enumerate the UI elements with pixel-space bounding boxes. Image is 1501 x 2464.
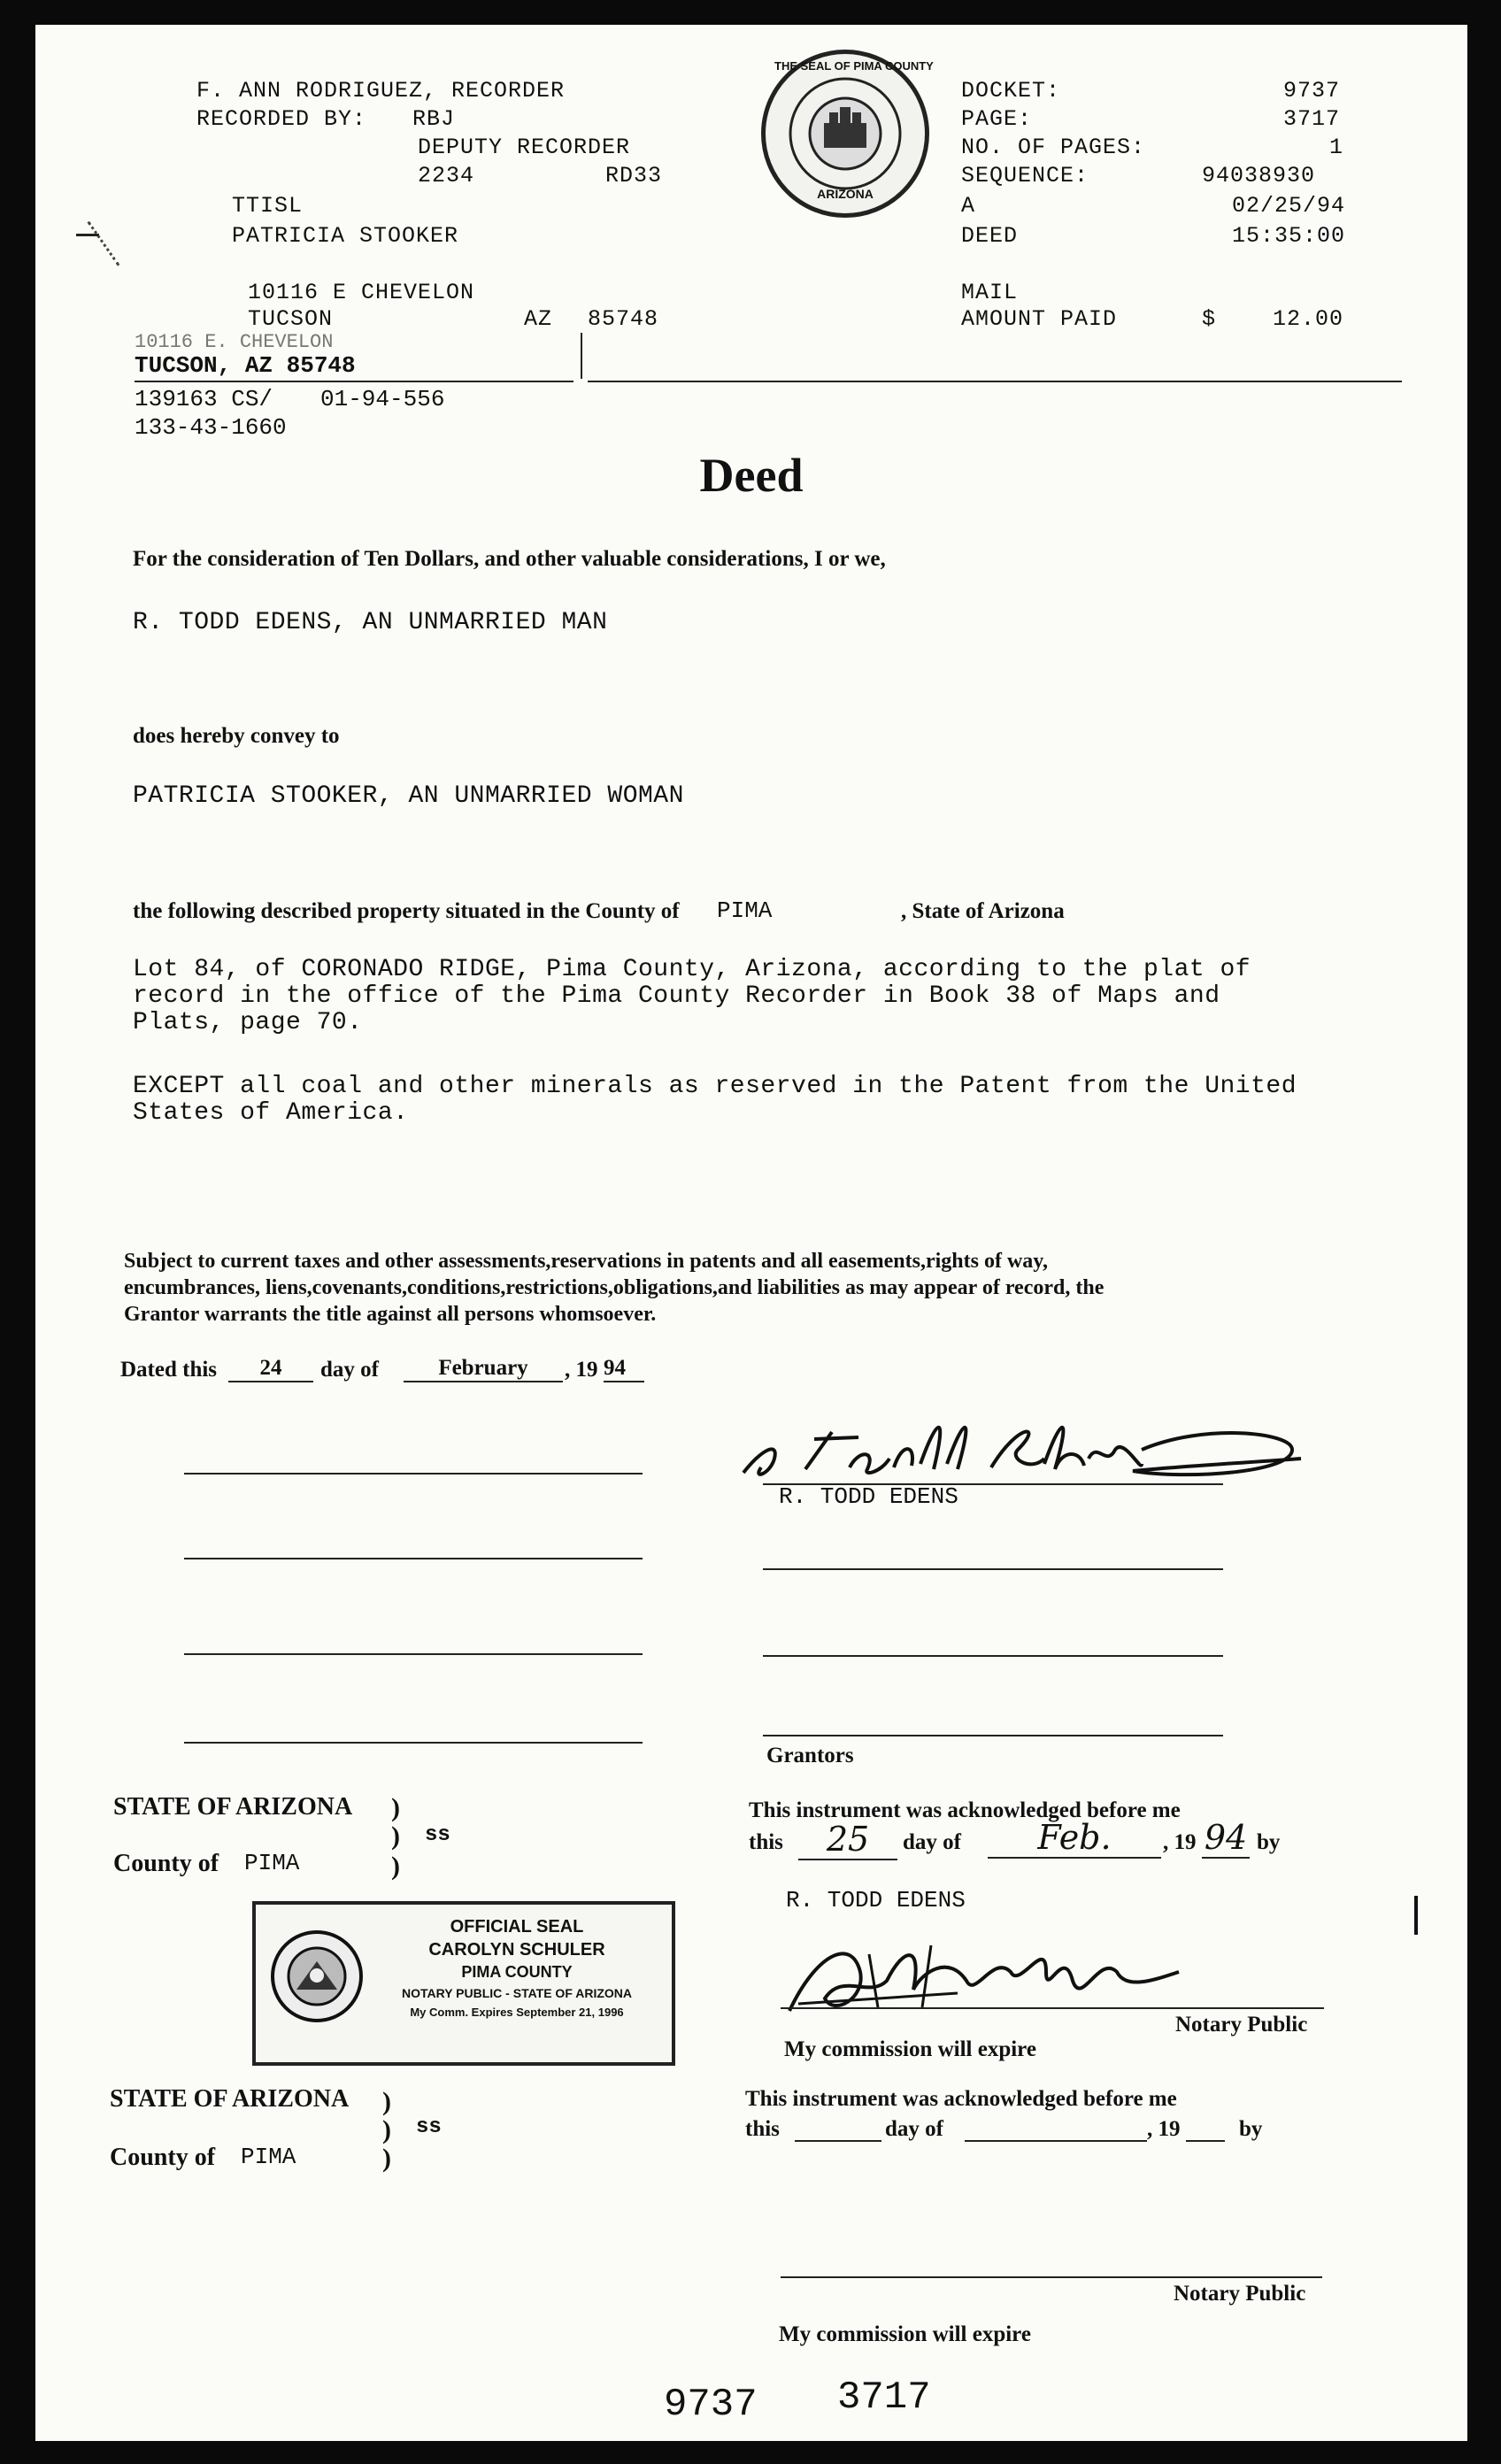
mail-to-name: PATRICIA STOOKER — [232, 223, 459, 249]
notary1-commission: My commission will expire — [784, 2037, 1036, 2061]
mail-to-zip: 85748 — [588, 306, 659, 332]
notary2-this: this — [745, 2117, 780, 2141]
dated-year: 94 — [604, 1356, 644, 1382]
notary2-year-prefix: , 19 — [1147, 2117, 1181, 2141]
grantor-line-3 — [763, 1655, 1223, 1657]
exception-line-1: EXCEPT all coal and other minerals as reserved in the Patent from the United — [133, 1073, 1297, 1100]
amount-currency: $ — [1202, 306, 1217, 332]
witness-line-1 — [184, 1473, 643, 1475]
stamp-line-1: OFFICIAL SEAL — [450, 1917, 584, 1937]
notary2-month-blank — [965, 2117, 1147, 2142]
grantor-signature — [726, 1388, 1310, 1494]
notary1-bracket-2: ) — [391, 1821, 400, 1851]
dated-year-prefix: , 19 — [565, 1358, 598, 1382]
notary1-bracket-1: ) — [391, 1793, 400, 1822]
notary2-by: by — [1239, 2117, 1263, 2141]
consideration-text: For the consideration of Ten Dollars, and other valuable considerations, I or we, — [133, 547, 886, 571]
page-label: PAGE: — [961, 106, 1033, 132]
dated-day-of: day of — [320, 1358, 379, 1382]
notary2-signature-line — [781, 2276, 1322, 2278]
recording-date: 02/25/94 — [1232, 193, 1346, 219]
notary1-bracket-3: ) — [391, 1852, 400, 1881]
notary2-bracket-2: ) — [382, 2115, 391, 2144]
grantee-name: PATRICIA STOOKER, AN UNMARRIED WOMAN — [133, 782, 684, 810]
mail-to-city: TUCSON — [248, 306, 334, 332]
deed-page — [35, 25, 1467, 2441]
notary2-day-of: day of — [885, 2117, 943, 2141]
legal-description-line-1: Lot 84, of CORONADO RIDGE, Pima County, Arizona, according to the plat of — [133, 956, 1251, 983]
deed-label: DEED — [961, 223, 1019, 249]
header-rule-left — [135, 381, 573, 382]
property-county: PIMA — [717, 897, 773, 924]
exception-line-2: States of America. — [133, 1099, 409, 1127]
notary1-signer: R. TODD EDENS — [786, 1887, 966, 1913]
mail-to-state: AZ — [524, 306, 553, 332]
amount-paid-value: 12.00 — [1273, 306, 1344, 332]
pages-value: 1 — [1329, 135, 1344, 160]
notary2-bracket-1: ) — [382, 2087, 391, 2116]
return-ref-2: 01-94-556 — [320, 386, 445, 412]
notary1-county: PIMA — [244, 1850, 300, 1876]
subject-to-line-1: Subject to current taxes and other assessments,reservations in patents and all easements,rights of way, — [124, 1250, 1048, 1273]
state-seal-icon — [268, 1928, 366, 2025]
footer-page: 3717 — [837, 2375, 931, 2420]
notary1-day-of: day of — [903, 1830, 961, 1854]
return-ref-1: 139163 CS/ — [135, 386, 273, 412]
county-seal — [761, 50, 934, 218]
notary2-ack-line: This instrument was acknowledged before me — [745, 2087, 1177, 2111]
notary2-state: STATE OF ARIZONA — [110, 2085, 350, 2113]
header-rule-right — [588, 381, 1402, 382]
stamp-line-5: My Comm. Expires September 21, 1996 — [410, 2006, 624, 2019]
pages-label: NO. OF PAGES: — [961, 135, 1146, 160]
return-address-overprint: 10116 E. CHEVELON — [135, 331, 334, 353]
header-divider — [581, 333, 582, 379]
notary1-ss: ss — [425, 1823, 450, 1847]
dated-month: February — [404, 1356, 563, 1382]
notary1-by: by — [1257, 1830, 1281, 1854]
seal-text-bottom: ARIZONA — [817, 187, 874, 201]
docket-value: 9737 — [1283, 78, 1341, 104]
notary1-month: Feb. — [988, 1818, 1161, 1859]
docket-label: DOCKET: — [961, 78, 1061, 104]
grantor-name: R. TODD EDENS, AN UNMARRIED MAN — [133, 609, 608, 636]
margin-tick — [1414, 1896, 1418, 1935]
witness-line-2 — [184, 1558, 643, 1559]
grantor-typed-name: R. TODD EDENS — [779, 1483, 958, 1510]
notary-official-seal — [252, 1901, 675, 2066]
grantor-line-4 — [763, 1735, 1223, 1736]
legal-description-line-3: Plats, page 70. — [133, 1009, 363, 1036]
sequence-label: SEQUENCE: — [961, 163, 1089, 189]
notary1-year: 94 — [1202, 1818, 1250, 1859]
grantor-line-2 — [763, 1568, 1223, 1570]
stamp-line-3: PIMA COUNTY — [461, 1963, 573, 1981]
notary2-bracket-3: ) — [382, 2144, 391, 2173]
recorder-code-2: RD33 — [605, 163, 663, 189]
property-intro: the following described property situated in the County of — [133, 899, 680, 923]
notary2-ss: ss — [416, 2115, 442, 2139]
mail-to-street: 10116 E CHEVELON — [248, 280, 475, 305]
seal-text-top: THE SEAL OF PIMA COUNTY — [774, 59, 934, 73]
notary1-state: STATE OF ARIZONA — [113, 1793, 353, 1821]
recorder-name: F. ANN RODRIGUEZ, RECORDER — [196, 78, 566, 104]
grantors-label: Grantors — [766, 1744, 854, 1767]
notary1-year-prefix: , 19 — [1163, 1830, 1197, 1854]
amount-paid-label: AMOUNT PAID — [961, 306, 1118, 332]
ttisl-code: TTISL — [232, 193, 304, 219]
stamp-line-2: CAROLYN SCHULER — [428, 1940, 605, 1960]
notary2-year-blank — [1186, 2117, 1225, 2142]
stamp-line-4: NOTARY PUBLIC - STATE OF ARIZONA — [401, 1986, 633, 2000]
document-title: Deed — [699, 449, 804, 502]
page-value: 3717 — [1283, 106, 1341, 132]
return-ref-3: 133-43-1660 — [135, 414, 287, 441]
sequence-value: 94038930 — [1202, 163, 1316, 189]
dated-day: 24 — [228, 1356, 313, 1382]
recorded-by-label: RECORDED BY: — [196, 106, 367, 132]
margin-scribble — [87, 190, 163, 266]
mail-label: MAIL — [961, 280, 1019, 305]
dated-prefix: Dated this — [120, 1358, 218, 1382]
return-address-city: TUCSON, AZ 85748 — [135, 352, 356, 379]
witness-line-4 — [184, 1742, 643, 1744]
notary2-notary-public: Notary Public — [1174, 2282, 1306, 2306]
recording-time: 15:35:00 — [1232, 223, 1346, 249]
deputy-recorder: DEPUTY RECORDER — [418, 135, 631, 160]
subject-to-line-2: encumbrances, liens,covenants,conditions,restrictions,obligations,and liabilities as may appear of record, the — [124, 1276, 1105, 1299]
a-label: A — [961, 193, 976, 219]
notary2-day-blank — [795, 2117, 881, 2142]
subject-to-line-3: Grantor warrants the title against all persons whomsoever. — [124, 1303, 657, 1326]
property-state: , State of Arizona — [901, 899, 1065, 923]
notary1-ack-line: This instrument was acknowledged before me — [749, 1798, 1181, 1822]
legal-description-line-2: record in the office of the Pima County Recorder in Book 38 of Maps and — [133, 982, 1220, 1010]
notary2-county: PIMA — [241, 2144, 296, 2170]
footer-docket: 9737 — [664, 2383, 758, 2427]
notary1-day: 25 — [798, 1820, 897, 1860]
notary2-county-label: County of — [110, 2144, 216, 2171]
notary1-signature — [781, 1919, 1197, 2025]
convey-text: does hereby convey to — [133, 724, 340, 748]
notary1-notary-public: Notary Public — [1175, 2013, 1308, 2037]
recorded-by: RBJ — [412, 106, 456, 132]
notary1-signature-line — [781, 2007, 1324, 2009]
notary1-county-label: County of — [113, 1850, 219, 1877]
recorder-code-1: 2234 — [418, 163, 475, 189]
notary2-commission: My commission will expire — [779, 2322, 1031, 2346]
notary1-this: this — [749, 1830, 783, 1854]
witness-line-3 — [184, 1653, 643, 1655]
